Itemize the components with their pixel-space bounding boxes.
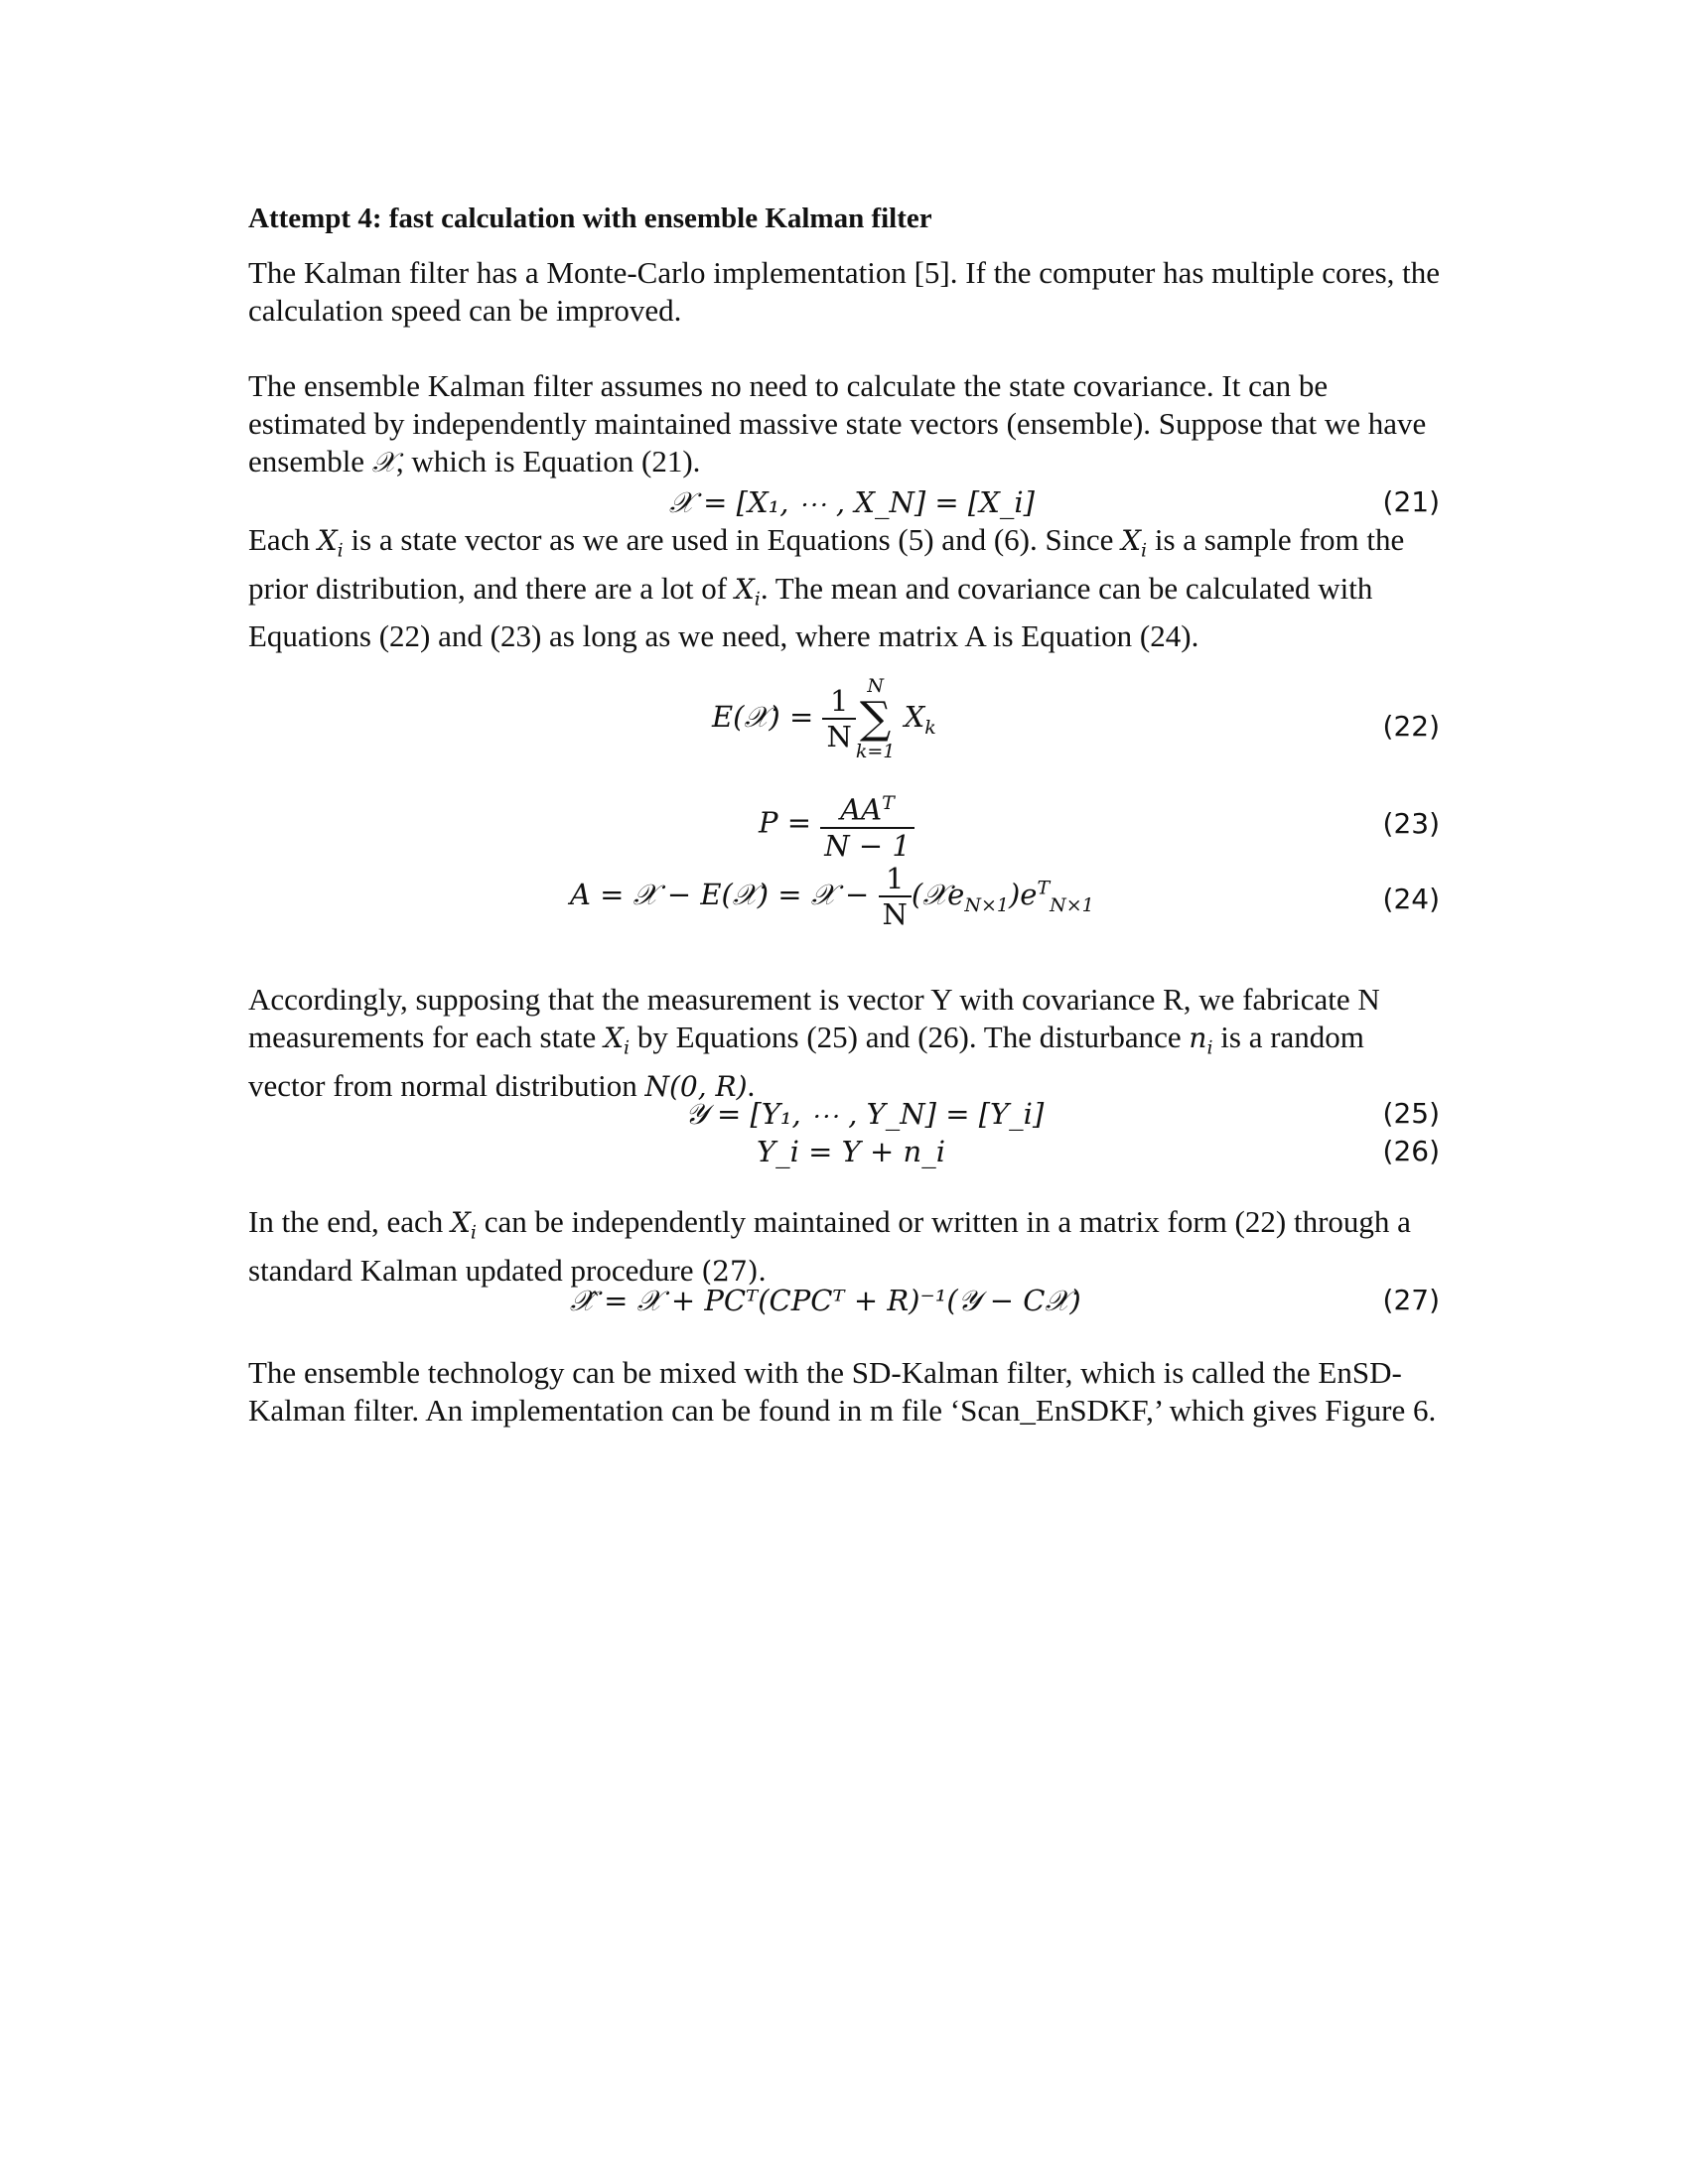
paragraph-update (248, 1203, 1440, 1291)
equation-23-fraction (820, 786, 914, 863)
xi-sub: i (337, 539, 344, 562)
equation-22-fraction (822, 684, 855, 753)
equation-21 (248, 482, 1440, 522)
equation-21-number: (21) (1382, 485, 1440, 518)
xi-symbol: $X_i$ (1121, 524, 1148, 562)
e-subscript-2: N×1 (1050, 893, 1094, 916)
equation-25 (248, 1094, 1440, 1134)
equation-24-rhs2: )e (1008, 878, 1038, 911)
xi-symbol: $X_i$ (604, 1022, 631, 1059)
equation-23-lhs: P = (759, 805, 812, 840)
p3-t2: is a state vector as we are used in Equations (5) and (6). Since (343, 522, 1122, 557)
ensemble-symbol: 𝒳 (371, 446, 396, 478)
equation-26-number: (26) (1382, 1135, 1440, 1167)
equation-22-number: (22) (1382, 710, 1440, 743)
ni-base: n (1189, 1022, 1207, 1054)
paragraph-measurements (248, 981, 1440, 1106)
paragraph-each-state (248, 521, 1440, 655)
equation-23-number: (23) (1382, 807, 1440, 840)
normal-distribution: N(0, R) (644, 1069, 748, 1103)
fraction-numerator: 1 (829, 684, 849, 718)
equation-24-fraction (879, 862, 912, 931)
p5-t3: . (758, 1252, 767, 1288)
equation-25-body: 𝒴 = [Y₁, ⋯ , Y_N] = [Y_i] (685, 1097, 1045, 1131)
p4-t1: Accordingly, supposing that the measurement is vector Y with covariance R, we fabricate N measurements for each state (248, 982, 1380, 1054)
p3-t1: Each (248, 522, 318, 557)
section-heading: Attempt 4: fast calculation with ensemble Kalman filter (248, 203, 932, 234)
equation-24 (248, 862, 1440, 937)
equation-23 (248, 786, 1440, 862)
equation-21-body: 𝒳 = [X₁, ⋯ , X_N] = [X_i] (669, 485, 1035, 519)
p5-t2: can be independently maintained or written in a matrix form (22) through a standard Kalman updated procedure (248, 1204, 1411, 1288)
xi-symbol (317, 524, 344, 562)
p5-t1: In the end, each (248, 1204, 451, 1239)
equation-26 (248, 1132, 1440, 1171)
paragraph-ensemble (248, 367, 1440, 481)
fraction-denominator: N (879, 895, 912, 931)
equation-27-number: (27) (1382, 1284, 1440, 1316)
paragraph-ensemble-text: The ensemble Kalman filter assumes no need to calculate the state covariance. It can be estimated by independently maintained massive state vectors (ensemble). Suppose that we have ensemble (248, 368, 1427, 478)
xi-base: X (317, 524, 338, 557)
equation-22 (248, 671, 1440, 782)
fraction-numerator (820, 786, 914, 827)
equation-22-term-sub: k (924, 716, 936, 739)
equation-22-term: X (904, 700, 925, 734)
e-subscript: N×1 (964, 893, 1009, 916)
equation-27 (248, 1281, 1440, 1320)
sum-lower-limit: k=1 (855, 741, 896, 762)
p3-t3: is a sample from the prior distribution, and there are a lot of (248, 522, 1405, 606)
sigma-symbol: ∑ (859, 693, 892, 744)
fraction-denominator: N − 1 (820, 827, 914, 863)
p4-t2: by Equations (25) and (26). The disturbance (630, 1020, 1190, 1054)
equation-22-lhs: E(𝒳) = (712, 700, 814, 734)
paragraph-ensd-text: The ensemble technology can be mixed with the SD-Kalman filter, which is called the EnSD-Kalman filter. An implementation can be found in m file ‘Scan_EnSDKF,’ which gives Figure 6. (248, 1355, 1437, 1428)
p4-t3: is a random vector from normal distribution (248, 1020, 1364, 1103)
paragraph-ensd (248, 1354, 1440, 1430)
sum-upper-limit: N (867, 675, 884, 697)
p3-t4: . The mean and covariance can be calculated with Equations (22) and (23) as long as we need, where matrix A is Equation (24). (248, 570, 1373, 654)
equation-25-number: (25) (1382, 1097, 1440, 1130)
equation-26-body: Y_i = Y + n_i (757, 1135, 945, 1168)
numerator-base: AA (840, 792, 883, 827)
paragraph-intro (248, 254, 1440, 330)
e-superscript: T (1037, 877, 1051, 899)
equation-24-rhs: (𝒳e (911, 878, 965, 911)
equation-27-body: 𝒳̂ = 𝒳 + PCᵀ(CPCᵀ + R)⁻¹(𝒴 − C𝒳) (570, 1284, 1081, 1317)
fraction-denominator: N (822, 718, 855, 753)
p4-t4: . (747, 1067, 756, 1103)
summation-operator (856, 675, 896, 762)
paragraph-intro-text: The Kalman filter has a Monte-Carlo implementation [5]. If the computer has multiple cores, the calculation speed can be improved. (248, 255, 1441, 328)
paragraph-ensemble-end: , which is Equation (21). (395, 444, 701, 478)
numerator-sup: T (882, 792, 895, 814)
xi-symbol: $X_i$ (734, 572, 761, 611)
fraction-numerator: 1 (885, 862, 905, 895)
equation-reference: (27) (701, 1254, 759, 1288)
ni-symbol: $n_i$ (1189, 1022, 1213, 1059)
equation-24-lhs: A = 𝒳 − E(𝒳) = 𝒳 − (570, 878, 870, 911)
equation-24-number: (24) (1382, 883, 1440, 915)
xi-symbol: $X_i$ (450, 1206, 477, 1244)
